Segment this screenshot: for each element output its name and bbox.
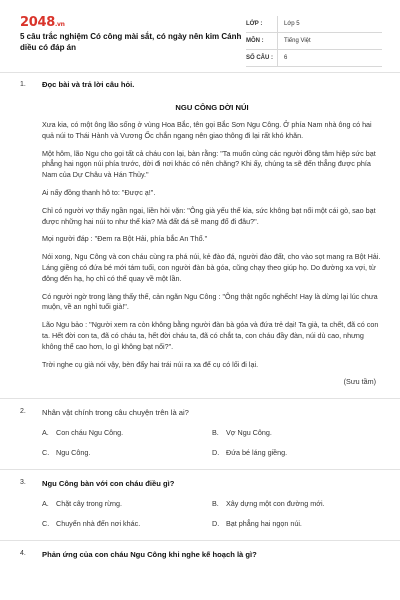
meta-key: MÔN :	[246, 33, 278, 49]
header	[20, 14, 382, 74]
meta-row-count	[246, 50, 382, 67]
option-text: Chuyển nhà đến nơi khác.	[56, 519, 141, 529]
option-letter: B.	[212, 498, 219, 508]
story-paragraph: Có người ngờ trong làng thấy thế, cản ngăn Ngu Công : "Ông thật ngốc nghếch! Hay là dừng lại lúc chưa muộn, về an nghỉ tuổi già!".	[42, 291, 378, 312]
answer-option-a[interactable]	[42, 499, 212, 509]
header-divider	[0, 72, 400, 73]
option-letter: C.	[42, 519, 50, 529]
story-paragraph: Trời nghe cụ già nói vậy, bèn đẩy hai trái núi ra xa để cụ có lối đi lại.	[42, 359, 259, 369]
meta-value: Lớp 5	[284, 20, 300, 27]
meta-table	[246, 16, 382, 67]
answer-options	[42, 428, 382, 459]
meta-value: 6	[284, 54, 288, 61]
logo-suffix: .vn	[54, 21, 65, 28]
meta-key: LỚP :	[246, 16, 278, 32]
story-paragraph: Một hôm, lão Ngu cho gọi tất cả cháu con lại, bàn rằng: "Ta muốn cùng các người đồng tâm hiệp sức bạt phẳng hai ngọn núi phía trước, dời đi nơi khác có nên chăng? Khi ấy, chúng ta sẽ đến thẳng được phía Nam của Dự Châu và Hán Thủy."	[42, 148, 376, 180]
answer-option-c[interactable]	[42, 519, 212, 529]
question-body	[36, 549, 382, 560]
story-source: (Sưu tầm)	[343, 377, 376, 387]
story-paragraph: Ai nấy đồng thanh hô to: "Được ạ!".	[42, 187, 156, 197]
answer-option-c[interactable]	[42, 448, 212, 458]
story-title: NGU CÔNG DỜI NÚI	[175, 103, 249, 112]
story-paragraph: Mọi người đáp : "Đem ra Bột Hải, phía bắc An Thổ."	[42, 234, 208, 244]
story-paragraph: Lão Ngu bảo : "Người xem ra còn không bằng người đàn bà góa và đứa trẻ dại! Ta già, ta chết, đã có con ta. Hết đời con ta, đã có cháu ta, hết đời cháu ta, đã có chắt ta, con cháu đầy đàn, núi dù cao, nhưng không thể cao hơn, lo gì không bạt nổi?".	[42, 320, 379, 351]
question-4	[20, 549, 382, 560]
question-divider	[0, 469, 400, 470]
answer-option-b[interactable]	[212, 428, 382, 438]
meta-value: Tiếng Việt	[284, 37, 311, 44]
option-text: Chặt cây trong rừng.	[56, 498, 122, 508]
meta-key: SỐ CÂU :	[246, 50, 278, 66]
option-letter: D.	[212, 448, 220, 458]
answer-option-d[interactable]	[212, 448, 382, 458]
question-number: 4.	[20, 550, 26, 558]
story-paragraph: Chỉ có người vợ thấy ngần ngại, liền hỏi vặn: "Ông già yếu thế kia, sức không bạt nổi một cái gò, sao bạt được những hai núi to như thế kia? Mà đất đá sẽ mang đổ đi đâu?".	[42, 205, 376, 226]
question-number: 1.	[20, 80, 26, 88]
meta-row-subject	[246, 33, 382, 50]
answer-options	[42, 499, 382, 530]
answer-option-b[interactable]	[212, 499, 382, 509]
question-number: 2.	[20, 408, 26, 416]
answer-option-a[interactable]	[42, 428, 212, 438]
question-divider	[0, 540, 400, 541]
question-body	[36, 478, 382, 530]
option-letter: D.	[212, 519, 220, 529]
story-paragraph: Nói xong, Ngu Công và con cháu cùng ra phá núi, kẻ đào đá, người đào đất, cho vào sọt mang ra Bột Hải. Láng giềng có đứa bé mới tám tuổi, con người đàn bà góa, cũng chạy theo giúp họ. Do đường xa vợi, từ đông đến hạ, họ chỉ có thể quay về một lần.	[42, 252, 381, 283]
option-text: Đứa bé láng giềng.	[226, 448, 288, 458]
question-divider	[0, 398, 400, 399]
option-text: Con cháu Ngu Công.	[56, 427, 124, 437]
logo-text: 2048	[20, 15, 55, 30]
option-letter: A.	[42, 427, 49, 437]
question-1	[20, 79, 382, 388]
question-list	[20, 79, 382, 560]
question-body	[36, 407, 382, 459]
question-2	[20, 407, 382, 459]
question-number: 3.	[20, 479, 26, 487]
meta-row-grade	[246, 16, 382, 33]
question-text: Nhân vật chính trong câu chuyện trên là ai?	[42, 407, 189, 417]
option-letter: A.	[42, 498, 49, 508]
page-title: 5 câu trắc nghiệm Có công mài sắt, có ngày nên kim Cánh diều có đáp án	[20, 32, 242, 52]
question-text: Ngu Công bàn với con cháu điều gì?	[42, 478, 175, 488]
option-letter: C.	[42, 448, 50, 458]
question-text: Đọc bài và trả lời câu hỏi.	[42, 80, 135, 89]
story-paragraph: Xưa kia, có một ông lão sống ở vùng Hoa Bắc, tên gọi Bắc Sơn Ngu Công. Ở phía Nam nhà ông có hai quả núi to Thái Hành và Vương Ốc chắn ngang nên giao thông đi lại rất khó khăn.	[42, 120, 372, 140]
option-letter: B.	[212, 427, 219, 437]
answer-option-d[interactable]	[212, 519, 382, 529]
option-text: Vợ Ngu Công.	[226, 427, 272, 437]
question-3	[20, 478, 382, 530]
question-text: Phản ứng của con cháu Ngu Công khi nghe kế hoạch là gì?	[42, 549, 257, 559]
option-text: Xây dựng một con đường mới.	[226, 498, 325, 508]
option-text: Bạt phẳng hai ngọn núi.	[226, 519, 302, 529]
question-body	[36, 79, 382, 388]
option-text: Ngu Công.	[56, 448, 91, 458]
